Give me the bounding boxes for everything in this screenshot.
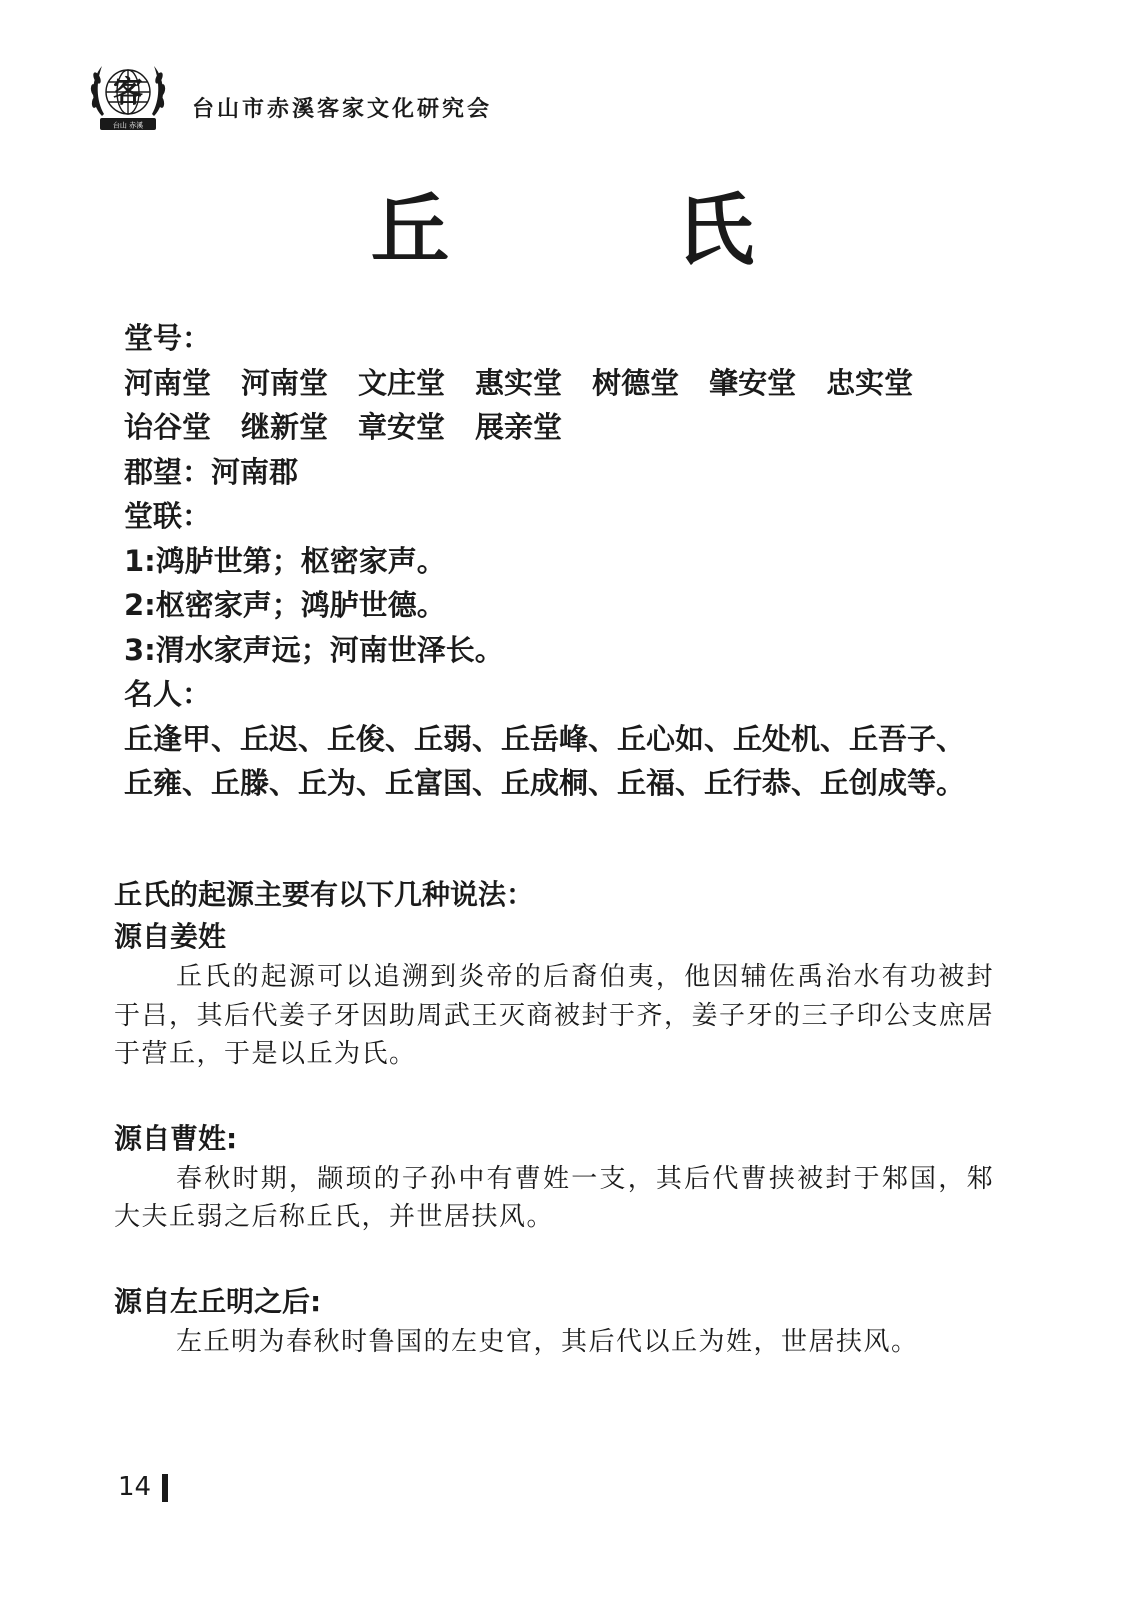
couplet-2: 2:枢密家声；鸿胪世德。 [124,588,446,622]
couplet-1: 1:鸿胪世第；枢密家声。 [124,543,446,578]
origin-text-cao: 春秋时期，颛顼的子孙中有曹姓一支，其后代曹挟被封于邾国，邾大夫丘弱之后称丘氏，并世居扶风。 [114,1163,994,1232]
hall-name: 忠实堂 [826,365,914,400]
couplet-3: 3:渭水家声远；河南世泽长。 [124,632,504,667]
origin-heading-cao: 源自曹姓: [114,1121,238,1155]
hall-names-row-1 [124,361,1044,406]
hall-name: 肇安堂 [709,365,797,400]
hall-name: 展亲堂 [475,410,563,444]
hall-name: 诒谷堂 [124,410,212,444]
hall-names-row-2 [124,405,1044,450]
svg-text:台山 赤溪: 台山 赤溪 [112,121,144,130]
page-number: 14 [118,1472,152,1502]
origins-section [114,874,994,1361]
hall-name: 继新堂 [241,410,329,444]
page-header [86,56,686,136]
page-title: 丘 氏 [370,185,855,276]
famous-people-line-2: 丘雍、丘滕、丘为、丘富国、丘成桐、丘福、丘行恭、丘创成等。 [124,766,966,800]
famous-label: 名人： [124,677,212,711]
hall-name: 树德堂 [592,365,680,400]
association-logo-icon [86,56,170,136]
hall-name: 河南堂 [124,365,212,400]
hall-name: 文庄堂 [358,365,446,400]
hall-label: 堂号： [124,321,212,355]
surname-info [124,316,1044,806]
svg-text:客: 客 [113,75,143,110]
junwang-line: 郡望：河南郡 [124,454,299,489]
origins-intro: 丘氏的起源主要有以下几种说法： [114,878,535,911]
page-number-bar [162,1474,168,1502]
origin-text-zuoqiuming: 左丘明为春秋时鲁国的左史官，其后代以丘为姓，世居扶风。 [176,1326,919,1357]
hall-name: 河南堂 [241,365,329,400]
couplet-label: 堂联： [124,499,212,533]
hall-name: 章安堂 [358,410,446,444]
famous-people-line-1: 丘逢甲、丘迟、丘俊、丘弱、丘岳峰、丘心如、丘处机、丘吾子、 [124,721,966,756]
hall-name: 惠实堂 [475,365,563,400]
origin-heading-jiang: 源自姜姓 [114,920,227,953]
origin-text-jiang: 丘氏的起源可以追溯到炎帝的后裔伯夷，他因辅佐禹治水有功被封于吕，其后代姜子牙因助周武王灭商被封于齐，姜子牙的三子印公支庶居于营丘，于是以丘为氏。 [114,962,995,1069]
origin-heading-zuoqiuming: 源自左丘明之后: [114,1284,322,1318]
organization-name: 台山市赤溪客家文化研究会 [192,96,493,122]
